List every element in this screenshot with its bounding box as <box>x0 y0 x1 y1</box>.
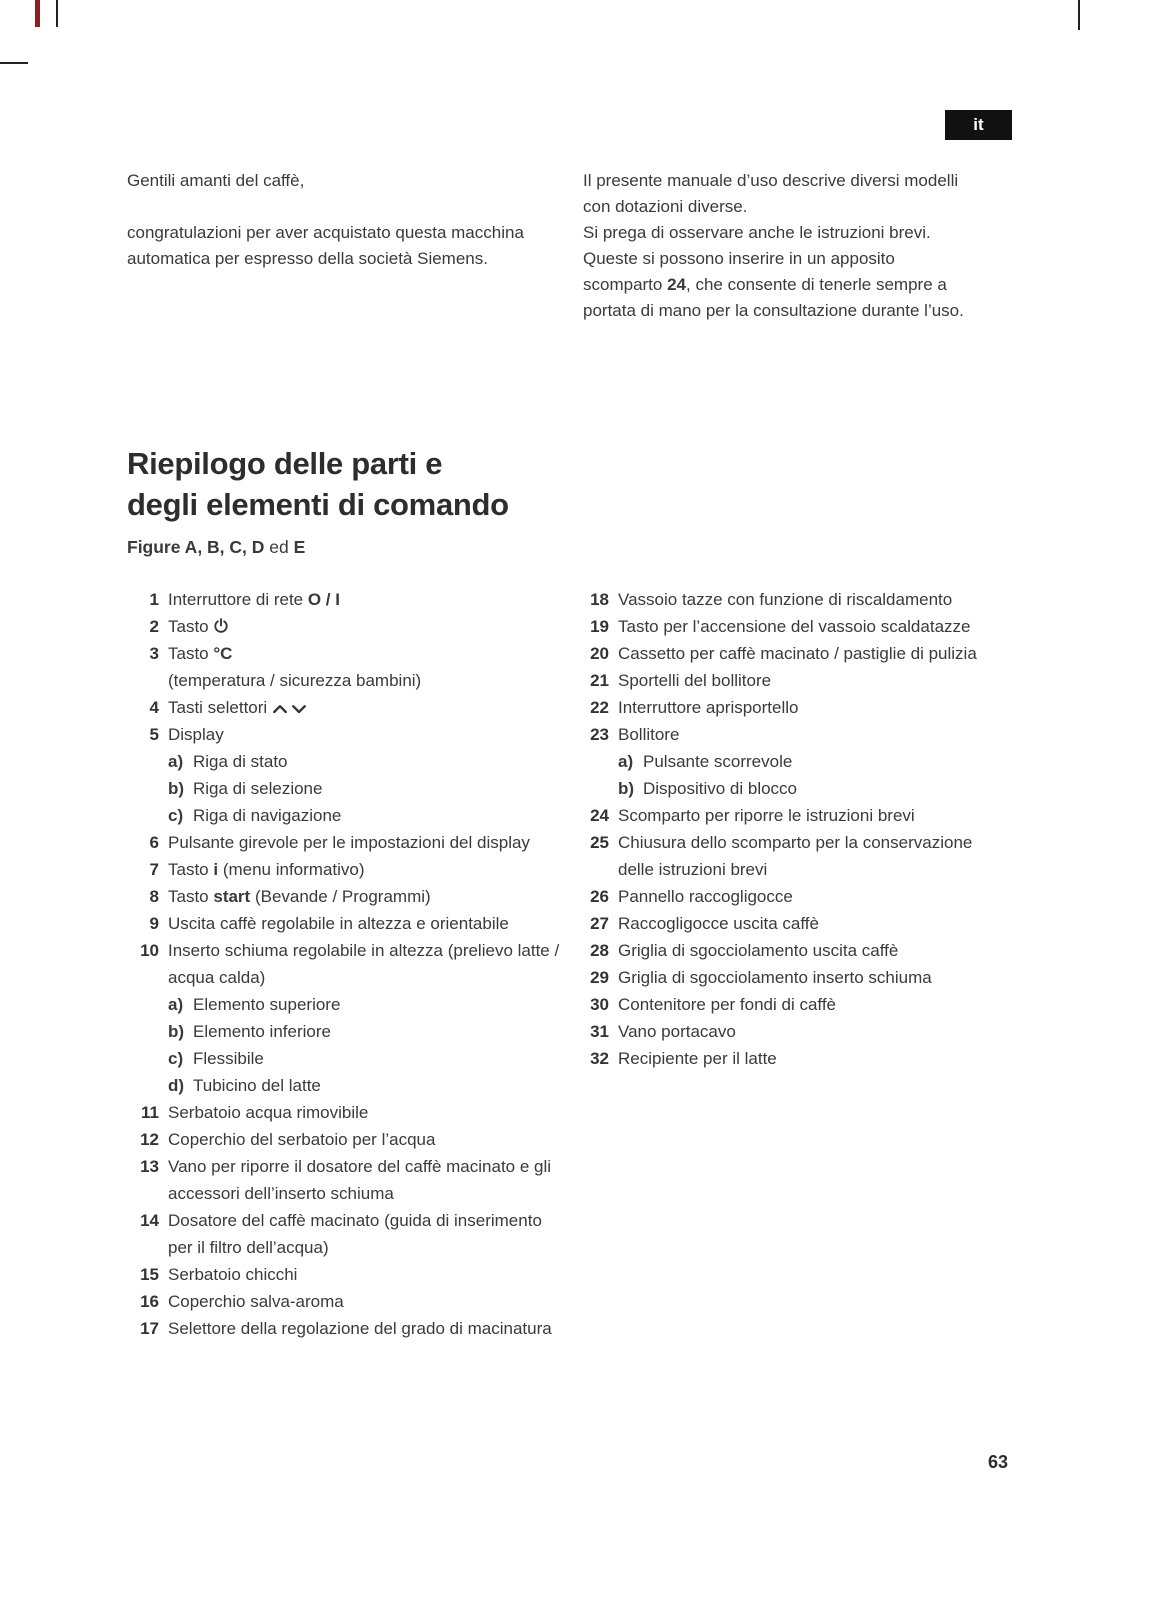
item-text: Vano portacavo <box>618 1022 736 1041</box>
item-number: 30 <box>590 995 609 1014</box>
item-text: Tasto °C (temperatura / sicurezza bambini) <box>168 644 422 690</box>
figure-reference: Figure A, B, C, D ed E <box>127 537 306 557</box>
arrow-down-icon <box>291 694 307 721</box>
item-text: Tasto i (menu informativo) <box>168 860 365 879</box>
item-text: Interruttore di rete O / I <box>168 590 340 609</box>
item-text: Sportelli del bollitore <box>618 671 772 690</box>
item-number: 5 <box>149 725 159 744</box>
item-text: Tasti selettori <box>168 694 569 721</box>
list-item <box>583 694 977 721</box>
item-text: Vano per riporre il dosatore del caffè macinato e gli accessori dell’inserto schiuma <box>168 1157 552 1203</box>
list-item <box>127 883 569 910</box>
quick-reference-text: Si prega di osservare anche le istruzioni brevi. Queste si possono inserire in un apposito scomparto 24, che consente di tenerle sempre a portata di mano per la consultazione durante l’uso. <box>583 223 964 320</box>
crop-mark <box>0 62 28 64</box>
list-item <box>583 1045 977 1072</box>
manual-description-text: Il presente manuale d’uso descrive diversi modelli con dotazioni diverse. <box>583 171 959 216</box>
item-text: Tasto per l’accensione del vassoio scaldatazze <box>618 617 971 636</box>
item-number: 7 <box>149 860 159 879</box>
list-subitem <box>168 1018 569 1045</box>
item-number: 21 <box>590 671 609 690</box>
item-number: 19 <box>590 617 609 636</box>
intro-right-column <box>583 168 978 324</box>
subitem-letter: b) <box>168 779 185 798</box>
language-badge-label: it <box>973 115 984 134</box>
item-number: 3 <box>149 644 159 663</box>
item-number: 20 <box>590 644 609 663</box>
item-number: 14 <box>140 1211 159 1230</box>
subitem-text: Dispositivo di blocco <box>643 779 798 798</box>
item-number: 22 <box>590 698 609 717</box>
item-number: 6 <box>149 833 159 852</box>
subitem-letter: a) <box>618 752 634 771</box>
section-title-line1: Riepilogo delle parti e <box>127 446 443 481</box>
crop-mark-red <box>35 0 40 27</box>
subitem-letter: d) <box>168 1076 185 1095</box>
item-number: 16 <box>140 1292 159 1311</box>
item-text: Tasto start (Bevande / Programmi) <box>168 887 431 906</box>
greeting-text: Gentili amanti del caffè, <box>127 171 305 190</box>
subitem-text: Riga di stato <box>193 752 288 771</box>
item-text: Raccogligocce uscita caffè <box>618 914 819 933</box>
subitem-text: Flessibile <box>193 1049 264 1068</box>
section-title <box>127 443 509 525</box>
parts-list-right <box>583 586 977 1342</box>
list-subitem <box>168 748 569 775</box>
item-number: 2 <box>149 617 159 636</box>
intro-section <box>127 168 978 324</box>
list-item <box>583 586 977 613</box>
language-badge <box>945 110 1012 140</box>
crop-mark <box>1078 0 1080 30</box>
subitem-text: Elemento inferiore <box>193 1022 331 1041</box>
item-number: 8 <box>149 887 159 906</box>
list-item <box>127 1099 569 1126</box>
subitem-letter: a) <box>168 995 184 1014</box>
item-text: Serbatoio chicchi <box>168 1265 298 1284</box>
crop-mark <box>56 0 58 27</box>
item-text: Inserto schiuma regolabile in altezza (prelievo latte / acqua calda) <box>168 941 560 987</box>
item-text: Chiusura dello scomparto per la conservazione delle istruzioni brevi <box>618 833 973 879</box>
list-item <box>583 883 977 910</box>
item-text: Coperchio del serbatoio per l’acqua <box>168 1130 436 1149</box>
intro-left-column <box>127 168 542 324</box>
list-item <box>127 1261 569 1288</box>
item-number: 29 <box>590 968 609 987</box>
list-item <box>127 910 569 937</box>
subitem-letter: c) <box>168 1049 184 1068</box>
list-subitem <box>168 1072 569 1099</box>
item-text: Vassoio tazze con funzione di riscaldamento <box>618 590 953 609</box>
item-number: 4 <box>149 698 159 717</box>
subitem-text: Pulsante scorrevole <box>643 752 793 771</box>
list-item <box>583 613 977 640</box>
item-number: 24 <box>590 806 609 825</box>
subitem-text: Elemento superiore <box>193 995 341 1014</box>
item-number: 10 <box>140 941 159 960</box>
item-text: Recipiente per il latte <box>618 1049 777 1068</box>
item-number: 13 <box>140 1157 159 1176</box>
section-title-line2: degli elementi di comando <box>127 487 509 522</box>
item-text: Pannello raccogligocce <box>618 887 793 906</box>
item-text: Uscita caffè regolabile in altezza e orientabile <box>168 914 509 933</box>
list-item <box>127 1126 569 1153</box>
list-item <box>127 856 569 883</box>
item-number: 17 <box>140 1319 159 1338</box>
item-text: Interruttore aprisportello <box>618 698 799 717</box>
subitem-text: Riga di navigazione <box>193 806 342 825</box>
list-item <box>583 721 977 748</box>
item-text: Tasto <box>168 613 569 640</box>
item-text: Griglia di sgocciolamento uscita caffè <box>618 941 899 960</box>
power-icon <box>213 613 229 640</box>
item-number: 26 <box>590 887 609 906</box>
list-subitem <box>168 775 569 802</box>
item-number: 32 <box>590 1049 609 1068</box>
list-item <box>127 640 569 694</box>
list-item <box>583 910 977 937</box>
item-number: 23 <box>590 725 609 744</box>
subitem-letter: a) <box>168 752 184 771</box>
subitem-letter: c) <box>168 806 184 825</box>
item-number: 15 <box>140 1265 159 1284</box>
list-subitem <box>168 991 569 1018</box>
item-text: Selettore della regolazione del grado di macinatura <box>168 1319 552 1338</box>
list-subitem <box>618 775 977 802</box>
list-item <box>127 1207 569 1261</box>
arrow-up-icon <box>272 694 288 721</box>
item-text: Pulsante girevole per le impostazioni del display <box>168 833 530 852</box>
list-item <box>127 586 569 613</box>
item-text: Display <box>168 725 224 744</box>
list-item <box>583 802 977 829</box>
item-text: Griglia di sgocciolamento inserto schiuma <box>618 968 932 987</box>
parts-list-left <box>127 586 569 1342</box>
list-item <box>583 667 977 694</box>
list-item <box>583 640 977 667</box>
list-item <box>127 829 569 856</box>
parts-list <box>127 586 977 1342</box>
item-number: 28 <box>590 941 609 960</box>
list-subitem <box>618 748 977 775</box>
subitem-letter: b) <box>168 1022 185 1041</box>
list-item <box>583 991 977 1018</box>
congratulations-text: congratulazioni per aver acquistato questa macchina automatica per espresso della società Siemens. <box>127 223 524 268</box>
list-item <box>127 1153 569 1207</box>
item-text: Cassetto per caffè macinato / pastiglie di pulizia <box>618 644 977 663</box>
subitem-text: Tubicino del latte <box>193 1076 321 1095</box>
subitem-letter: b) <box>618 779 635 798</box>
list-item <box>127 613 569 640</box>
item-text: Scomparto per riporre le istruzioni brevi <box>618 806 915 825</box>
item-number: 1 <box>149 590 159 609</box>
item-text: Coperchio salva-aroma <box>168 1292 344 1311</box>
item-number: 12 <box>140 1130 159 1149</box>
list-item <box>583 829 977 883</box>
list-item <box>127 1315 569 1342</box>
subitem-text: Riga di selezione <box>193 779 323 798</box>
list-subitem <box>168 1045 569 1072</box>
item-text: Dosatore del caffè macinato (guida di inserimento per il filtro dell’acqua) <box>168 1211 542 1257</box>
list-item <box>127 1288 569 1315</box>
item-number: 9 <box>149 914 159 933</box>
item-number: 18 <box>590 590 609 609</box>
item-number: 31 <box>590 1022 609 1041</box>
list-item <box>583 937 977 964</box>
item-text: Serbatoio acqua rimovibile <box>168 1103 369 1122</box>
list-item <box>583 1018 977 1045</box>
page-number: 63 <box>988 1452 1009 1472</box>
list-item <box>127 694 569 721</box>
list-item <box>127 721 569 748</box>
list-item <box>583 964 977 991</box>
item-number: 27 <box>590 914 609 933</box>
item-text: Bollitore <box>618 725 680 744</box>
item-number: 25 <box>590 833 609 852</box>
item-text: Contenitore per fondi di caffè <box>618 995 836 1014</box>
list-subitem <box>168 802 569 829</box>
list-item <box>127 937 569 991</box>
item-number: 11 <box>141 1103 159 1122</box>
